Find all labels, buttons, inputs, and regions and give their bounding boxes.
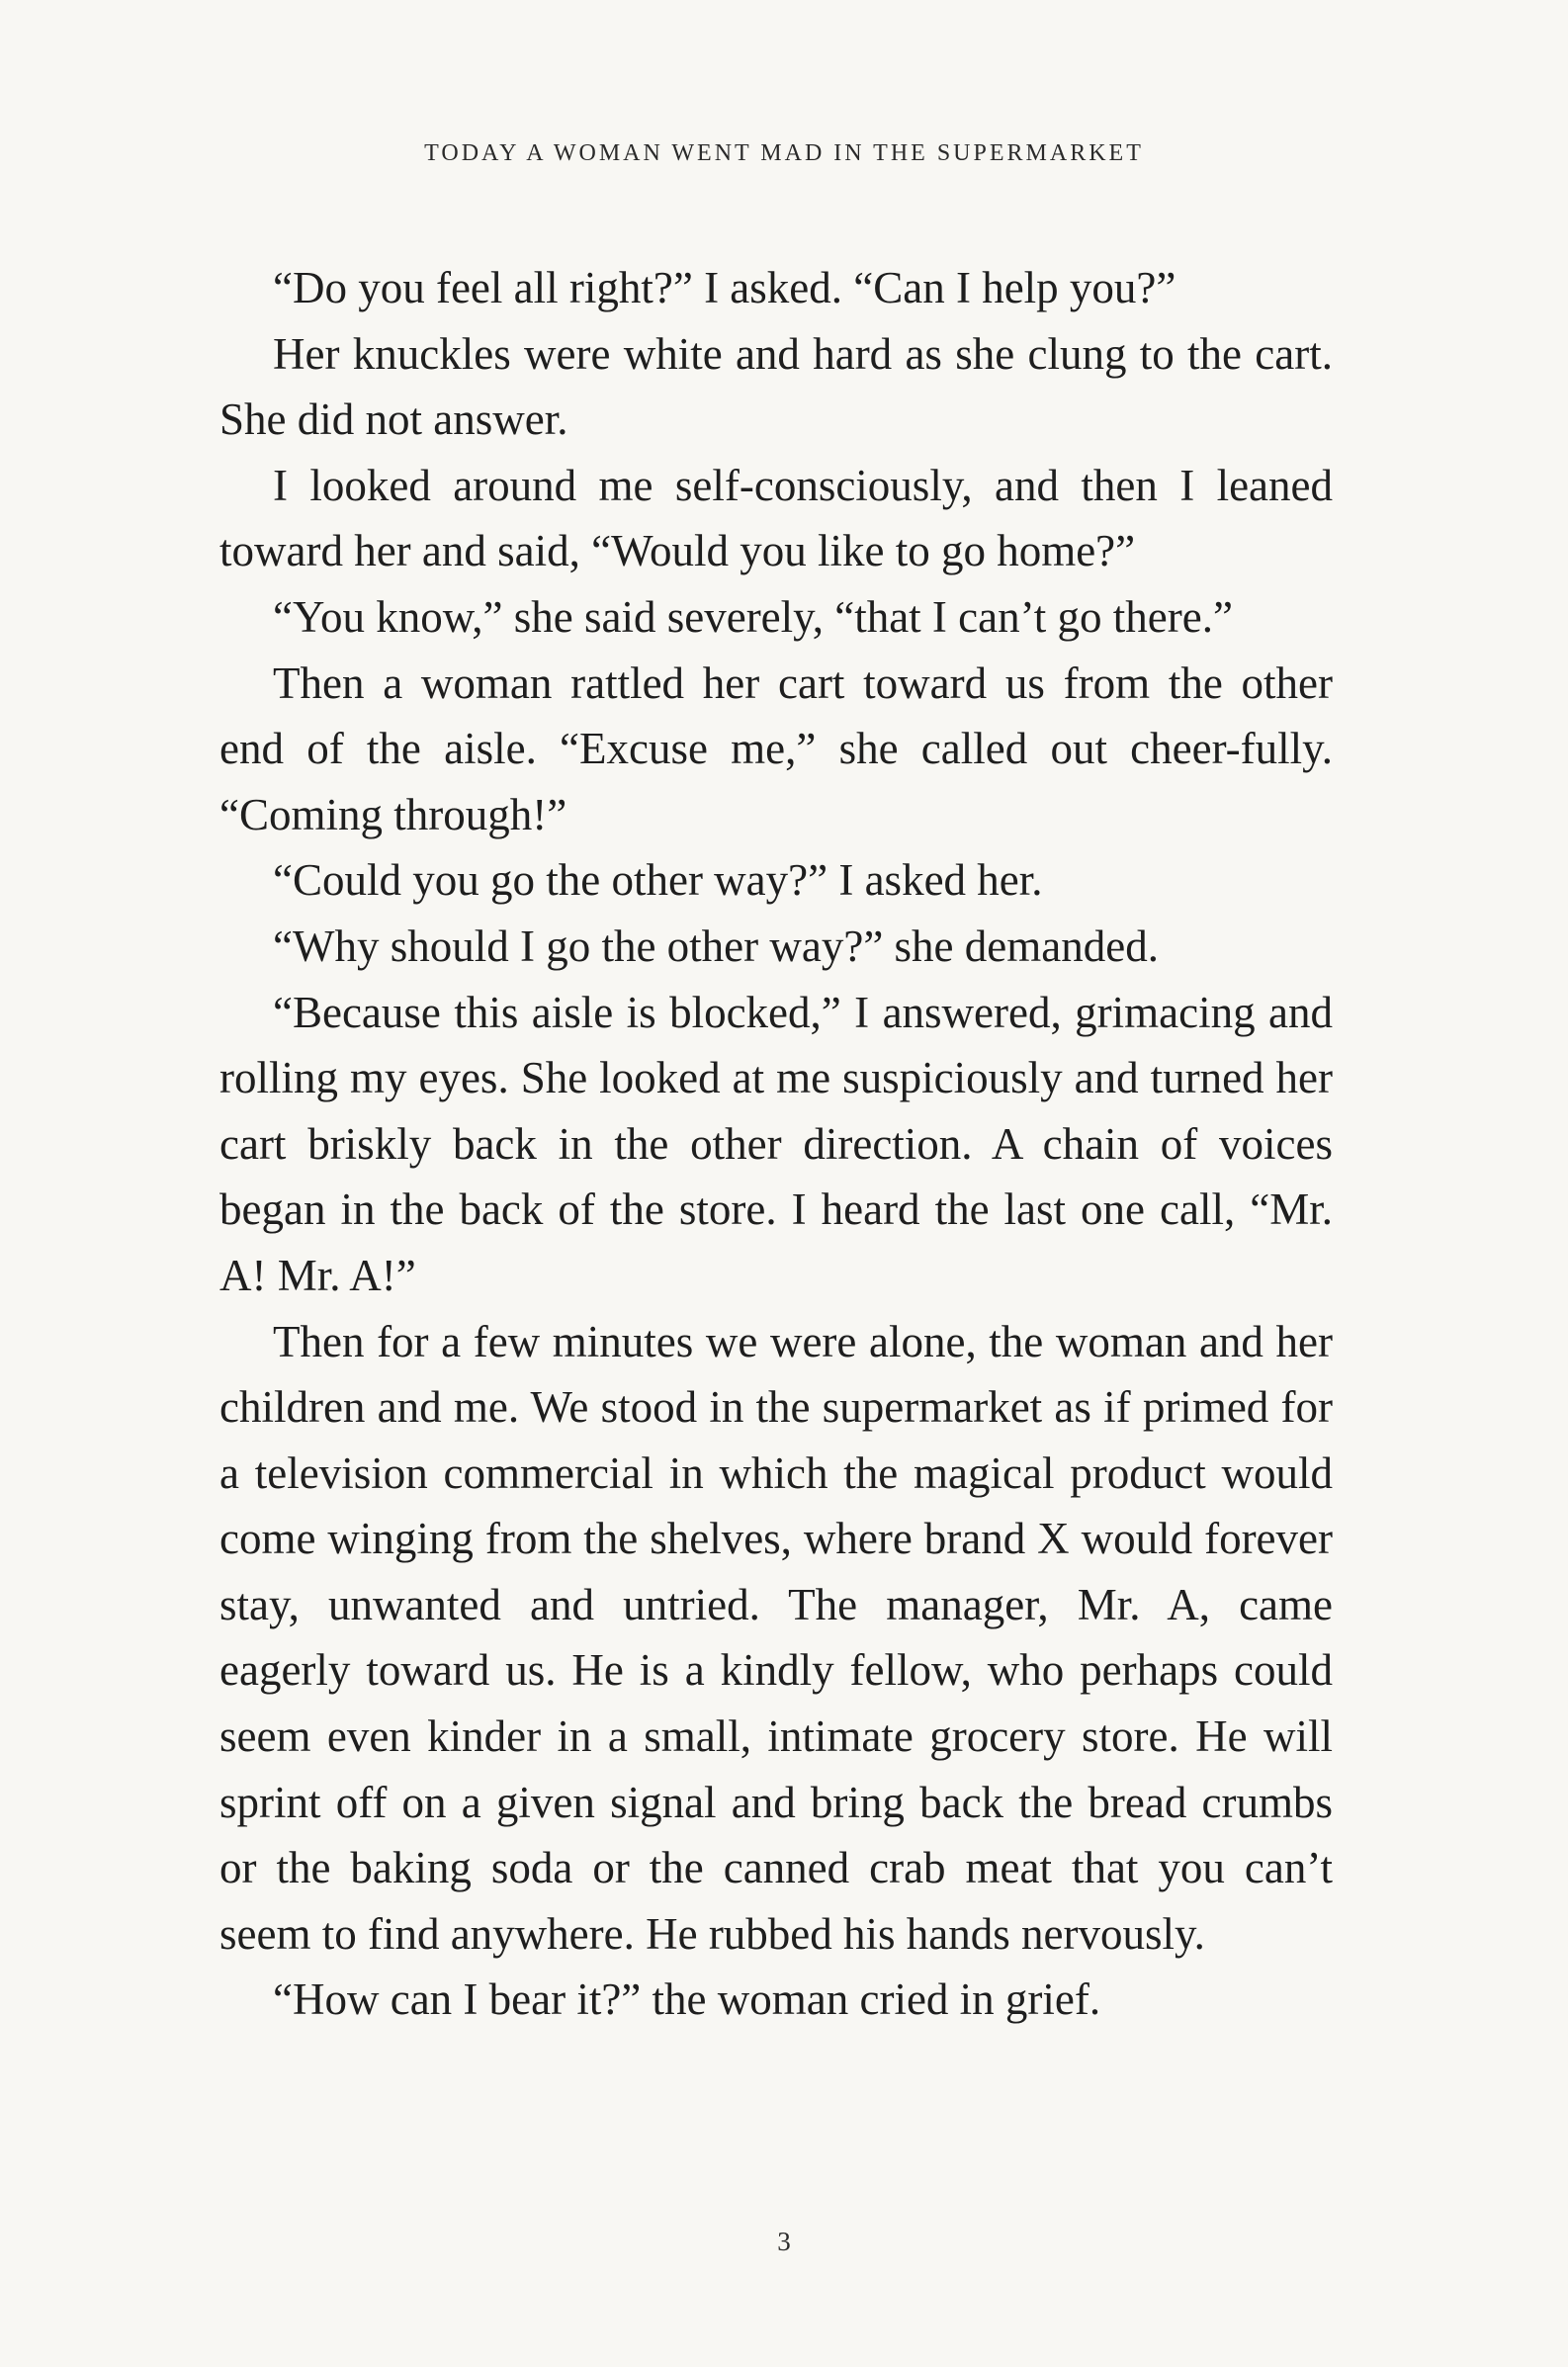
paragraph-4: “You know,” she said severely, “that I can’t go there.” — [273, 591, 1233, 642]
body-text — [219, 255, 1333, 2033]
page-number: 3 — [777, 2227, 791, 2256]
paragraph-1: “Do you feel all right?” I asked. “Can I help you?” — [273, 263, 1176, 312]
paragraph-2: Her knuckles were white and hard as she clung to the cart. She did not answer. — [219, 328, 1333, 445]
paragraph-10: “How can I bear it?” the woman cried in grief. — [273, 1974, 1101, 2025]
paragraph-6: “Could you go the other way?” I asked her. — [273, 855, 1043, 906]
paragraph-3: I looked around me self-consciously, and then I leaned toward her and said, “Would you like to go home?” — [219, 460, 1333, 576]
running-head: TODAY A WOMAN WENT MAD IN THE SUPERMARKET — [424, 140, 1144, 166]
paragraph-9: Then for a few minutes we were alone, the woman and her children and me. We stood in the supermarket as if primed for a television commercial in which the magical product would come winging from the shelves, where brand X would forever stay, unwanted and untried. The manager, Mr. A, came eagerly toward us. He is a kindly fellow, who perhaps could seem even kinder in a small, intimate grocery store. He will sprint off on a given signal and bring back the bread crumbs or the baking soda or the canned crab meat that you can’t seem to find anywhere. He rubbed his hands nervously. — [219, 1316, 1333, 1959]
paragraph-5: Then a woman rattled her cart toward us from the other end of the aisle. “Excuse me,” she called out cheer-fully. “Coming through!” — [219, 658, 1333, 839]
paragraph-8: “Because this aisle is blocked,” I answered, grimacing and rolling my eyes. She looked at me suspiciously and turned her cart briskly back in the other direction. A chain of voices began in the back of the store. I heard the last one call, “Mr. A! Mr. A!” — [219, 987, 1333, 1300]
paragraph-7: “Why should I go the other way?” she demanded. — [273, 920, 1159, 971]
